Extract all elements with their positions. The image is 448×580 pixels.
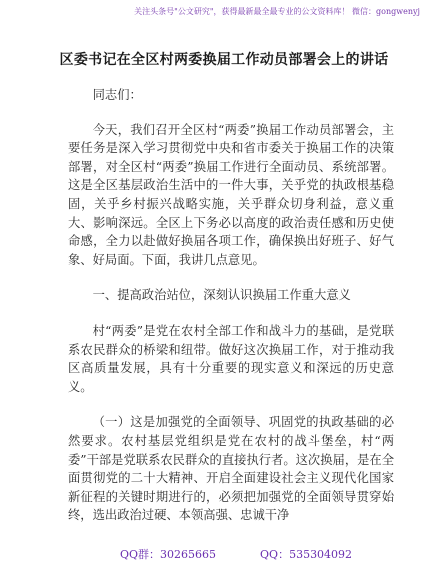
qq-number: QQ：535304092 [260, 548, 353, 561]
contact-footer [120, 546, 396, 562]
paragraph-subpoint-1: （一）这是加强党的全面领导、巩固党的执政基础的必然要求。农村基层党组织是党在农村的战斗堡垒，村“两委”干部是党联系农民群众的直接执行者。这次换届，是在全面贯彻党的二十大精神、开启全面建设社会主义现代化国家新征程的关键时期进行的，必须把加强党的全面领导贯穿始终，选出政治过硬、本领高强、忠诚干净 [68, 415, 395, 523]
section-heading: 一、提高政治站位，深刻认识换届工作重大意义 [92, 288, 351, 303]
promo-banner: 关注头条号"公文研究"，获得最新最全最专业的公文资料库！ 微信：gongwenyj [134, 7, 420, 16]
paragraph-significance: 村“两委”是党在农村全部工作和战斗力的基础，是党联系农民群众的桥梁和纽带。做好这次换届工作，对于推动我区高质量发展，具有十分重要的现实意义和深远的历史意义。 [68, 323, 394, 394]
qq-group-number: QQ群：30265665 [120, 548, 217, 561]
paragraph-intro: 今天，我们召开全区村“两委”换届工作动员部署会，主要任务是深入学习贯彻党中央和省市委关于换届工作的决策部署，对全区村“两委”换届工作进行全面动员、系统部署。这是全区基层政治生活中的一件大事，关乎党的执政根基稳固，关乎乡村振兴战略实施，关乎群众切身利益，意义重大、影响深远。全区上下务必以高度的政治责任感和历史使命感，全力以赴做好换届各项工作，确保换出好班子、好气象、好局面。下面，我讲几点意见。 [68, 122, 394, 267]
document-title: 区委书记在全区村两委换届工作动员部署会上的讲话 [59, 52, 389, 68]
salutation: 同志们： [92, 88, 142, 102]
document-body [68, 86, 394, 525]
